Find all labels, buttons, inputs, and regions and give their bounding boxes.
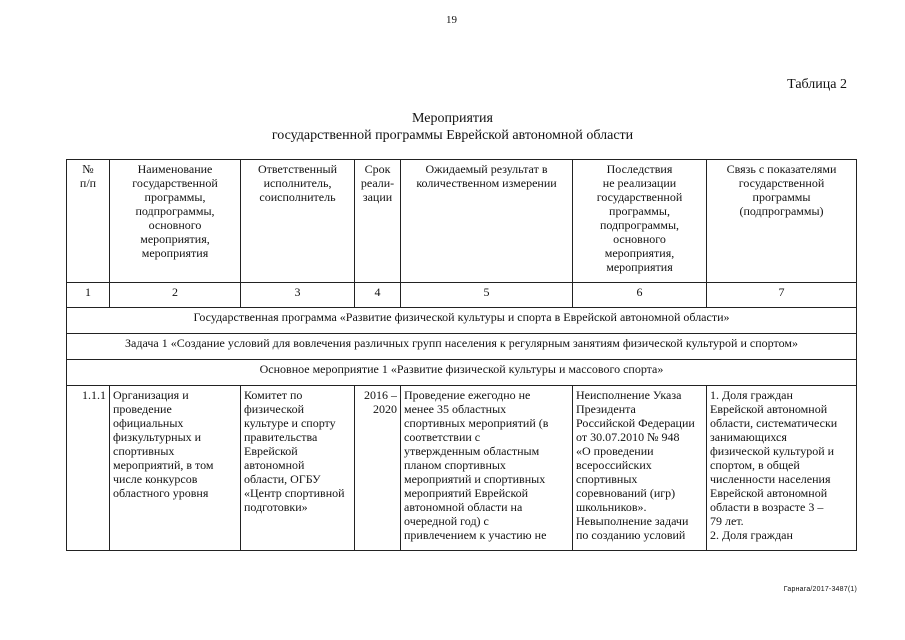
main-event-title: Основное мероприятие 1 «Развитие физической культуры и массового спорта»	[67, 360, 857, 386]
event-number: 1.1.1	[67, 386, 110, 551]
column-number: 7	[707, 283, 857, 308]
events-table	[66, 159, 857, 551]
header-cell: № п/п	[67, 160, 110, 283]
header-cell: Срок реали- зации	[355, 160, 401, 283]
event-result: Проведение ежегодно не менее 35 областных спортивных мероприятий (в соответствии с утвержденным областным планом спортивных мероприятий и спортивных мероприятий Еврейской автономной области на очередной год) с привлечением к участию не	[401, 386, 573, 551]
table-row	[67, 386, 857, 551]
table-label: Таблица 2	[787, 77, 847, 92]
program-row	[67, 308, 857, 334]
program-title: Государственная программа «Развитие физической культуры и спорта в Еврейской автономной области»	[67, 308, 857, 334]
event-consequences: Неисполнение Указа Президента Российской Федерации от 30.07.2010 № 948 «О проведении всероссийских спортивных соревнований (игр) школьников». Невыполнение задачи по созданию условий	[573, 386, 707, 551]
column-number: 3	[241, 283, 355, 308]
event-term: 2016 – 2020	[355, 386, 401, 551]
title-line-2: государственной программы Еврейской автономной области	[271, 128, 634, 143]
task-row	[67, 334, 857, 360]
event-executor: Комитет по физической культуре и спорту правительства Еврейской автономной области, ОГБУ «Центр спортивной подготовки»	[241, 386, 355, 551]
event-name: Организация и проведение официальных физкультурных и спортивных мероприятий, в том числе конкурсов областного уровня	[110, 386, 241, 551]
event-indicators: 1. Доля граждан Еврейской автономной области, систематически занимающихся физической культурой и спортом, в общей численности населения Еврейской автономной области в возрасте 3 – 79 лет. 2. Доля граждан	[707, 386, 857, 551]
column-number-row	[67, 283, 857, 308]
header-cell: Ответственный исполнитель, соисполнитель	[241, 160, 355, 283]
footer-code: Гарнага/2017-3487(1)	[783, 586, 857, 593]
header-cell: Последствия не реализации государственной программы, подпрограммы, основного мероприятия, мероприятия	[573, 160, 707, 283]
document-title	[0, 110, 905, 144]
header-cell: Ожидаемый результат в количественном измерении	[401, 160, 573, 283]
title-line-1: Мероприятия	[412, 111, 493, 126]
header-row	[67, 160, 857, 283]
column-number: 4	[355, 283, 401, 308]
header-cell: Наименование государственной программы, подпрограммы, основного мероприятия, мероприятия	[110, 160, 241, 283]
column-number: 5	[401, 283, 573, 308]
main-event-row	[67, 360, 857, 386]
column-number: 1	[67, 283, 110, 308]
header-cell: Связь с показателями государственной программы (подпрограммы)	[707, 160, 857, 283]
task-title: Задача 1 «Создание условий для вовлечения различных групп населения к регулярным занятиям физической культурой и спортом»	[67, 334, 857, 360]
column-number: 6	[573, 283, 707, 308]
column-number: 2	[110, 283, 241, 308]
page-number: 19	[446, 14, 457, 26]
